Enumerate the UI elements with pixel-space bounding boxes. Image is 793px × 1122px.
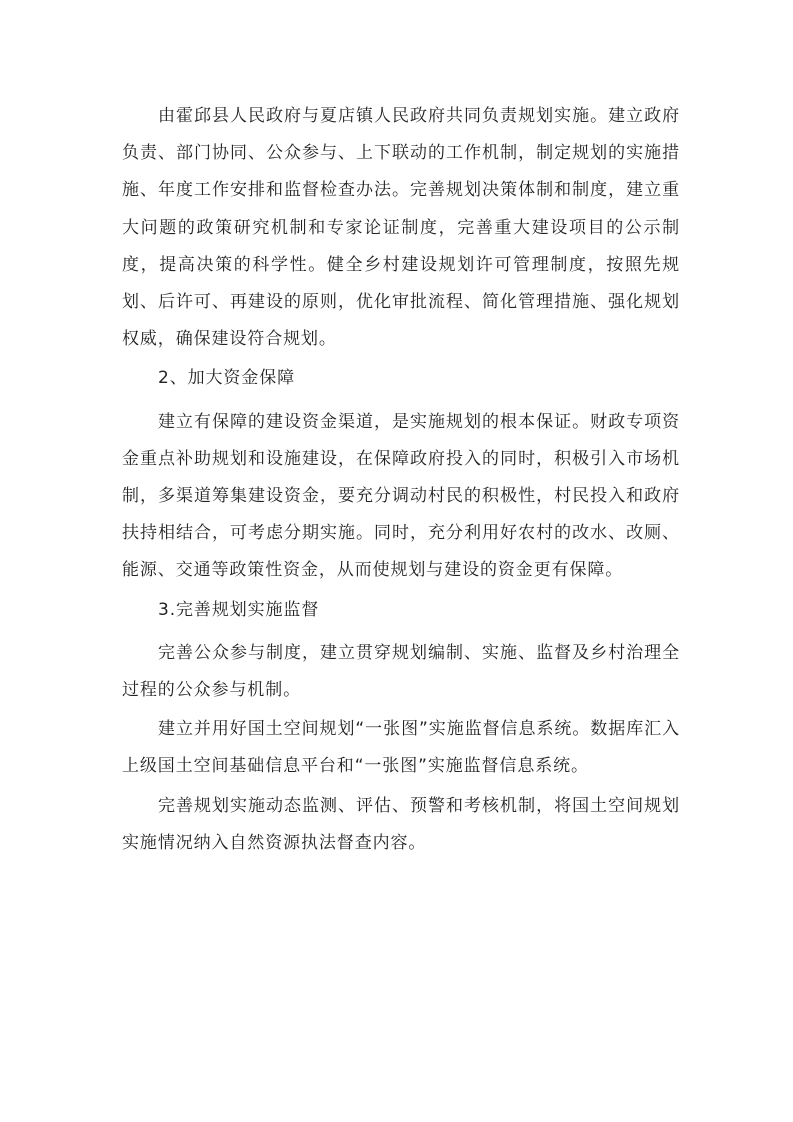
section-heading-funding: 2、加大资金保障 [158,368,296,389]
paragraph-planning-implementation: 由霍邱县人民政府与夏店镇人民政府共同负责规划实施。建立政府负责、部门协同、公众参与、上下联动的工作机制，制定规划的实施措施、年度工作安排和监督检查办法。完善规划决策体制和制度，建立重大问题的政策研究机制和专家论证制度，完善重大建设项目的公示制度，提高决策的科学性。健全乡村建设规划许可管理制度，按照先规划、后许可、再建设的原则，优化审批流程、简化管理措施、强化规划权威，确保建设符合规划。 [122,106,680,350]
paragraph-funding: 建立有保障的建设资金渠道，是实施规划的根本保证。财政专项资金重点补助规划和设施建设，在保障政府投入的同时，积极引入市场机制，多渠道筹集建设资金，要充分调动村民的积极性，村民投入和政府扶持相结合，可考虑分期实施。同时，充分利用好农村的改水、改厕、能源、交通等政策性资金，从而使规划与建设的资金更有保障。 [122,411,680,581]
paragraph-public-participation: 完善公众参与制度，建立贯穿规划编制、实施、监督及乡村治理全过程的公众参与机制。 [122,642,680,701]
document-body [122,98,680,864]
paragraph-one-map-system: 建立并用好国土空间规划“一张图”实施监督信息系统。数据库汇入上级国土空间基础信息平台和“一张图”实施监督信息系统。 [122,719,680,777]
section-heading-supervision: 3.完善规划实施监督 [158,599,320,620]
paragraph-monitoring: 完善规划实施动态监测、评估、预警和考核机制，将国土空间规划实施情况纳入自然资源执法督查内容。 [122,795,680,853]
